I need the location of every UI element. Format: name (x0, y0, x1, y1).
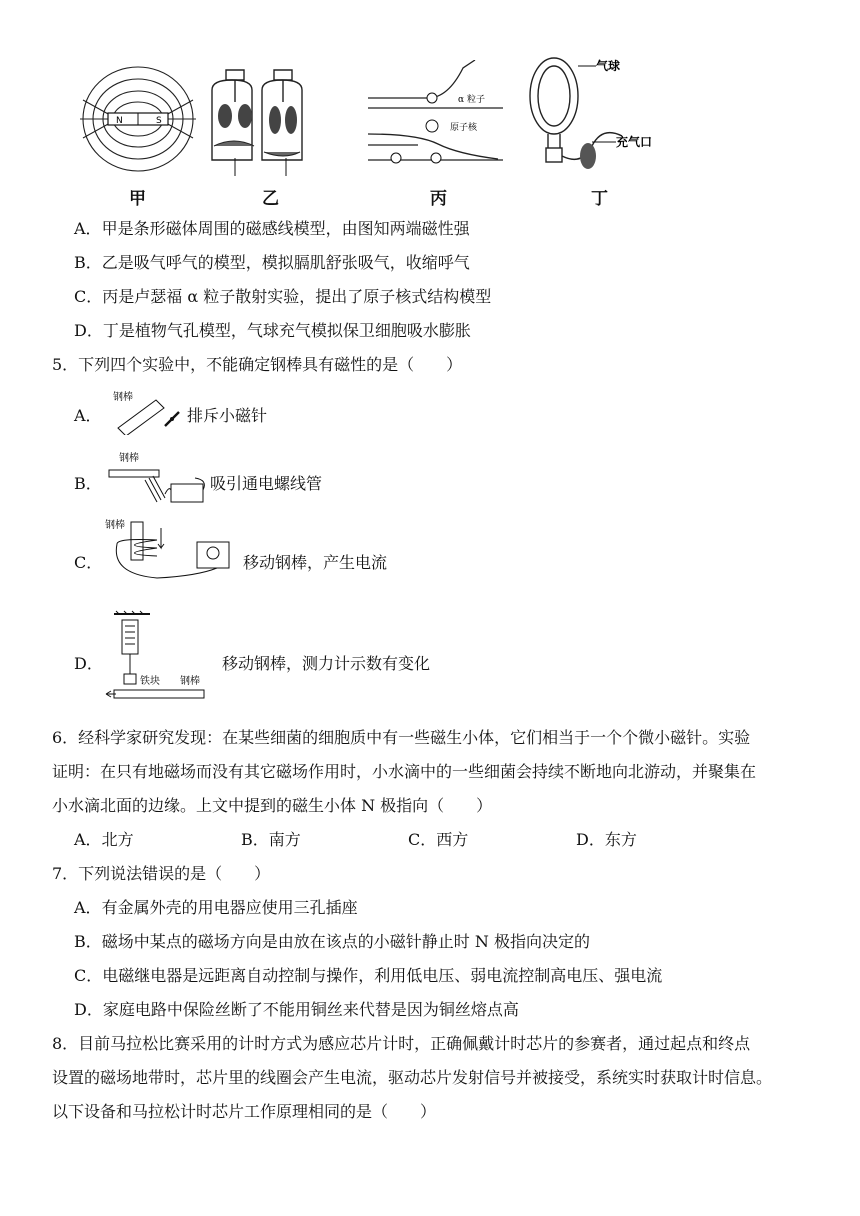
iron-block-label: 铁块 (140, 676, 160, 687)
q5-option-a-desc: 排斥小磁针 (187, 406, 268, 425)
q8-stem-line-3: 以下设备和马拉松计时芯片工作原理相同的是（ ） (52, 1102, 437, 1121)
steel-rod-solenoid-diagram (105, 450, 210, 510)
q4-option-b: B．乙是吸气呼气的模型，模拟膈肌舒张吸气，收缩呼气 (74, 253, 470, 272)
figure-yi (208, 58, 318, 188)
alpha-scattering-diagram (366, 60, 506, 175)
q4-option-a: A．甲是条形磁体周围的磁感线模型，由图知两端磁性强 (74, 219, 470, 238)
q5-figure-b (105, 450, 210, 510)
steel-rod-label: 钢棒 (180, 676, 200, 687)
steel-rod-label: 钢棒 (105, 520, 125, 531)
air-inlet-label: 充气口 (616, 135, 653, 149)
q5-option-b-label: B． (74, 474, 102, 493)
q8-stem-line-1: 8．目前马拉松比赛采用的计时方式为感应芯片计时，正确佩戴计时芯片的参赛者，通过起点和终点 (52, 1034, 751, 1053)
figure-ding (526, 56, 676, 176)
figure-caption-bing: 丙 (430, 189, 447, 209)
alpha-particle-label: α 粒子 (458, 95, 485, 105)
q6-option-c: C．西方 (408, 830, 469, 849)
q5-option-b-desc: 吸引通电螺线管 (210, 474, 323, 493)
q7-option-d: D．家庭电路中保险丝断了不能用铜丝来代替是因为铜丝熔点高 (74, 1000, 519, 1019)
steel-rod-compass-diagram (110, 390, 185, 435)
q6-stem-line-3: 小水滴北面的边缘。上文中提到的磁生小体 N 极指向（ ） (52, 796, 493, 815)
q5-option-d-desc: 移动钢棒，测力计示数有变化 (222, 654, 431, 673)
q7-option-b: B．磁场中某点的磁场方向是由放在该点的小磁针静止时 N 极指向决定的 (74, 932, 590, 951)
q5-figure-c (103, 516, 243, 586)
steel-rod-label: 钢棒 (113, 392, 133, 403)
q6-option-b: B．南方 (241, 830, 301, 849)
figure-jia (78, 60, 198, 190)
stomata-model-diagram (526, 56, 676, 176)
q7-option-c: C．电磁继电器是远距离自动控制与操作，利用低电压、弱电流控制高电压、强电流 (74, 966, 663, 985)
south-pole-label: S (156, 116, 162, 126)
q5-option-a-label: A． (74, 406, 102, 425)
spring-scale-diagram (100, 610, 210, 708)
q4-option-d: D．丁是植物气孔模型，气球充气模拟保卫细胞吸水膨胀 (74, 321, 471, 340)
q5-option-c-label: C． (74, 553, 103, 572)
balloon-label: 气球 (596, 59, 621, 73)
q6-stem-line-1: 6．经科学家研究发现：在某些细菌的细胞质中有一些磁生小体，它们相当于一个个微小磁针。实验 (52, 728, 751, 747)
q5-figure-a (110, 390, 185, 435)
magnet-field-diagram (78, 60, 198, 190)
lung-model-diagram (208, 58, 318, 178)
steel-rod-galvanometer-diagram (103, 516, 243, 586)
figure-caption-yi: 乙 (262, 189, 279, 209)
q7-option-a: A．有金属外壳的用电器应使用三孔插座 (74, 898, 358, 917)
q5-stem: 5．下列四个实验中，不能确定钢棒具有磁性的是（ ） (52, 355, 463, 374)
q6-option-a: A．北方 (74, 830, 134, 849)
steel-rod-label: 钢棒 (119, 453, 139, 464)
q5-figure-d (100, 610, 210, 708)
q6-stem-line-2: 证明：在只有地磁场而没有其它磁场作用时，小水滴中的一些细菌会持续不断地向北游动，并聚集在 (52, 762, 757, 781)
q5-option-d-label: D． (74, 654, 103, 673)
figure-bing (366, 60, 506, 180)
q5-option-c-desc: 移动钢棒，产生电流 (243, 553, 388, 572)
q4-option-c: C．丙是卢瑟福 α 粒子散射实验，提出了原子核式结构模型 (74, 287, 492, 306)
north-pole-label: N (116, 116, 123, 126)
q7-stem: 7．下列说法错误的是（ ） (52, 864, 271, 883)
figure-caption-jia: 甲 (129, 189, 146, 209)
q8-stem-line-2: 设置的磁场地带时，芯片里的线圈会产生电流，驱动芯片发射信号并被接受，系统实时获取计时信息。 (52, 1068, 773, 1087)
q6-option-d: D．东方 (576, 830, 637, 849)
nucleus-label: 原子核 (450, 123, 478, 133)
figure-caption-ding: 丁 (591, 189, 608, 209)
